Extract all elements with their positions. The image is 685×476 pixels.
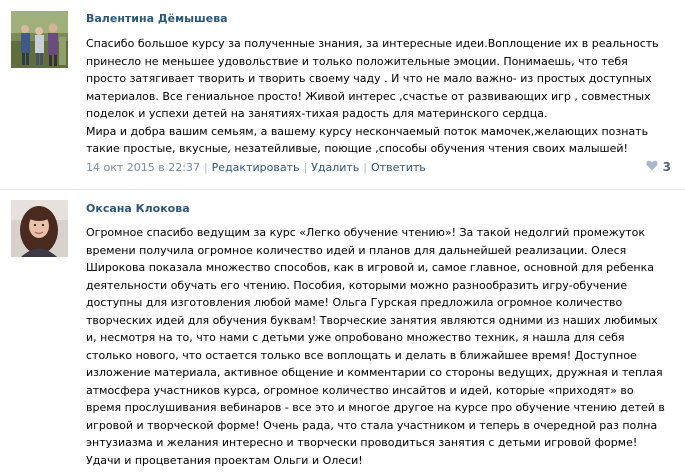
like-button[interactable] (646, 160, 671, 174)
edit-link[interactable]: Редактировать (211, 161, 300, 174)
comment-line: деятельности обучать его чтению. Пособия, которыми можно разнообразить игру-обучение (86, 278, 628, 292)
like-count: 3 (662, 160, 671, 174)
heart-icon (646, 160, 658, 174)
comment-line: поделок и успехи детей на занятиях-тихая радость для материнского сердца. (86, 107, 548, 120)
comment-line: Мира и добра вашим семьям, а вашему курсу нескончаемый поток мамочек,желающих познать (86, 124, 649, 138)
comment-line: столько нового, что остается только все воплощать и делать в ближайшее время! Доступное (86, 348, 637, 362)
comment-line: такие простые, вкусные, незатейливые, поющие ,способы обучения чтения своих малышей! (86, 142, 628, 155)
comment-line: Огромное спасибо ведущим за курс «Легко обучение чтению»! За такой недолгий промежуток (86, 226, 646, 239)
comment-author[interactable]: Оксана Клокова (86, 202, 190, 215)
comment-author[interactable]: Валентина Дёмышева (86, 12, 228, 25)
comment-date[interactable]: 14 окт 2015 в 22:37 (86, 161, 200, 174)
avatar[interactable] (11, 11, 68, 68)
comment-item (0, 190, 685, 476)
comment-line: творческих идей для обучения буквам! Творческие занятия являются одними из наших любимых (86, 313, 658, 327)
comment-line: время прослушивания вебинаров - все это и многое другое на курсе про обучение чтению детей в (86, 401, 665, 414)
separator: | (363, 161, 368, 174)
comment-line: Удачи и процветания проектам Ольги и Олеси! (86, 453, 363, 467)
comment-item (0, 0, 685, 189)
reply-link[interactable]: Ответить (371, 161, 426, 174)
comment-line: игровой и творческой форме! Очень рада, что стала участником и теперь в очередной раз полна (86, 418, 658, 432)
comment-line: и, несмотря на то, что нами с детьми уже опробовано множество техник, я нашла для себя (86, 331, 625, 344)
comment-meta (86, 161, 426, 174)
comment-text (86, 224, 676, 469)
comment-line: энтузиазма и желания интересно и творчески проводиться занятия с детьми игровой форме! (86, 436, 638, 449)
comment-line: Широкова показала множество способов, как в игровой и, самое главное, основной для ребенка (86, 261, 655, 274)
comment-line: доступны для изготовления любой маме! Ольга Гурская предложила огромное количество (86, 296, 623, 309)
comment-line: материалов. Все гениальное просто! Живой интерес ,счастье от развивающих игр , совместных (86, 89, 651, 103)
avatar[interactable] (11, 200, 68, 257)
separator: | (203, 161, 208, 174)
comment-line: принесло не меньшее удовольствие и только положительные эмоции. Понимаешь, что тебя (86, 54, 628, 68)
comment-line: времени получила огромное количество идей и планов для дальнейшей реализации. Олеся (86, 243, 627, 257)
comment-line: просто затягивает творить и творить своему чаду . И что не мало важно- из простых доступных (86, 72, 652, 85)
comment-line: атмосфера участников курса, огромное количество инсайтов и идей, которые «приходят» во (86, 383, 634, 397)
comment-line: изложение материала, активное общение и комментарии со стороны ведущих, дружная и теплая (86, 366, 663, 379)
comment-line: Спасибо большое курсу за полученные знания, за интересные идеи.Воплощение их в реальность (86, 37, 659, 50)
separator: | (303, 161, 308, 174)
delete-link[interactable]: Удалить (311, 161, 360, 174)
comment-text (86, 35, 676, 158)
